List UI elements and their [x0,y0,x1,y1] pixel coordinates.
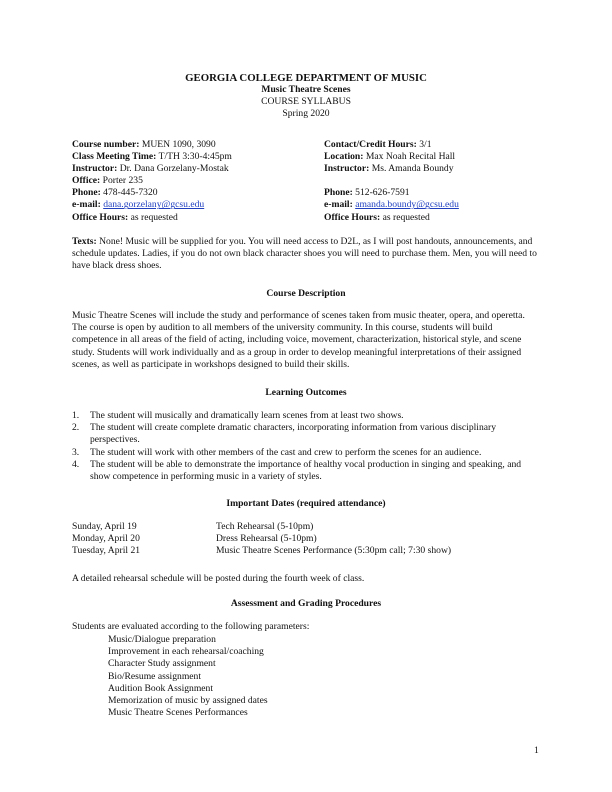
info-label: e-mail: [72,199,101,211]
list-number: 2. [72,422,80,434]
info-row [72,212,312,224]
info-value: Ms. Amanda Boundy [369,163,454,175]
texts-body: None! Music will be supplied for you. You will need access to D2L, as I will post handouts, announcements, and schedule updates. Ladies, if you do not own black character shoes you will need to purchase them. Men, you will need to have black dress shoes. [72,236,537,272]
info-label: Phone: [72,187,101,199]
info-value: as requested [128,211,178,223]
learning-outcome-text: The student will musically and dramatically learn scenes from at least two shows. [90,410,404,421]
event-cell: Dress Rehearsal (5-10pm) [216,533,317,545]
assessment-heading: Assessment and Grading Procedures [230,598,382,609]
list-number: 1. [72,410,80,421]
list-number: 4. [72,458,80,470]
info-row [324,199,564,211]
assessment-intro: Students are evaluated according to the following parameters: [72,621,310,632]
info-label: Office Hours: [324,211,381,223]
info-label: Location: [324,151,364,163]
date-row [72,545,451,557]
info-row [72,151,312,163]
grading-parameter-item: Memorization of music by assigned dates [108,694,268,706]
learning-outcome-item [72,422,540,446]
info-row [324,163,564,175]
learning-outcome-item [72,410,540,422]
info-row [72,163,312,175]
learning-outcome-item [72,459,540,483]
info-value: 3/1 [416,139,432,150]
grading-parameter-item: Music/Dialogue preparation [108,634,216,645]
info-value: 478-445-7320 [100,187,158,199]
info-label: Contact/Credit Hours: [324,139,417,150]
date-cell: Monday, April 20 [72,533,140,545]
info-row [72,187,312,199]
info-row [72,175,312,187]
event-cell: Music Theatre Scenes Performance (5:30pm call; 7:30 show) [216,545,452,557]
event-cell: Tech Rehearsal (5-10pm) [216,521,314,532]
learning-outcomes-list [72,410,540,483]
info-row [72,139,312,151]
info-row [324,151,564,163]
info-label: Office Hours: [72,211,129,223]
rehearsal-schedule-note: A detailed rehearsal schedule will be posted during the fourth week of class. [72,573,365,584]
info-label: Instructor: [324,163,370,175]
important-dates-heading: Important Dates (required attendance) [226,498,386,509]
learning-outcome-text: The student will create complete dramatic characters, incorporating information from various disciplinary perspectives. [90,422,496,446]
info-value: T/TH 3:30-4:45pm [156,151,232,163]
grading-parameter-item: Character Study assignment [108,658,216,670]
course-description-heading: Course Description [266,288,346,299]
info-row [324,212,564,224]
instructor-info-right [324,139,564,224]
info-label: e-mail: [324,199,353,211]
info-value: 512-626-7591 [352,187,410,199]
info-row [324,175,564,187]
grading-parameters-list [108,634,268,719]
course-description-body: Music Theatre Scenes will include the study and performance of scenes taken from music theater, opera, and operetta. The course is open by audition to all members of the university community. In this course, students will build competence in all areas of the field of acting, including voice, movement, characterization, historical style, and scene study. Students will work individually and as a group in order to develop meaningful interpretations of their assigned scenes, as well as participate in workshops designed to build their skills. [72,310,525,370]
grading-parameter-item: Audition Book Assignment [108,682,214,694]
date-row [72,521,451,533]
info-label: Instructor: [72,163,118,175]
important-dates-table [72,521,451,558]
info-label: Office: [72,175,101,187]
department-title: GEORGIA COLLEGE DEPARTMENT OF MUSIC [185,72,427,84]
info-value: Dr. Dana Gorzelany-Mostak [117,163,229,175]
page-number: 1 [534,745,539,756]
email-link[interactable]: amanda.boundy@gcsu.edu [355,199,459,211]
course-name: Music Theatre Scenes [261,84,351,95]
instructor-info-left [72,139,312,224]
grading-parameter-item: Bio/Resume assignment [108,670,202,682]
email-link[interactable]: dana.gorzelany@gcsu.edu [103,199,205,211]
date-row [72,533,451,545]
grading-parameter-item: Improvement in each rehearsal/coaching [108,646,264,658]
info-value: MUEN 1090, 3090 [139,139,216,150]
term: Spring 2020 [282,108,330,119]
learning-outcome-text: The student will be able to demonstrate the importance of healthy vocal production in singing and speaking, and show competence in performing music in a variety of styles. [90,458,522,483]
date-cell: Sunday, April 19 [72,521,137,532]
document-type: COURSE SYLLABUS [261,96,351,107]
learning-outcomes-heading: Learning Outcomes [265,387,347,398]
info-label: Course number: [72,139,140,150]
info-row [324,139,564,151]
info-row [72,199,312,211]
grading-parameter-item: Music Theatre Scenes Performances [108,707,248,719]
info-value: Porter 235 [100,175,143,187]
texts-paragraph [72,236,540,273]
info-value: as requested [380,211,430,223]
date-cell: Tuesday, April 21 [72,545,141,557]
list-number: 3. [72,446,80,458]
learning-outcome-text: The student will work with other members of the cast and crew to perform the scenes for an audience. [90,446,482,458]
learning-outcome-item [72,447,540,459]
info-value: Max Noah Recital Hall [363,151,456,163]
info-label: Phone: [324,187,353,199]
texts-label: Texts: [72,236,97,247]
info-row [324,187,564,199]
info-label: Class Meeting Time: [72,151,157,163]
